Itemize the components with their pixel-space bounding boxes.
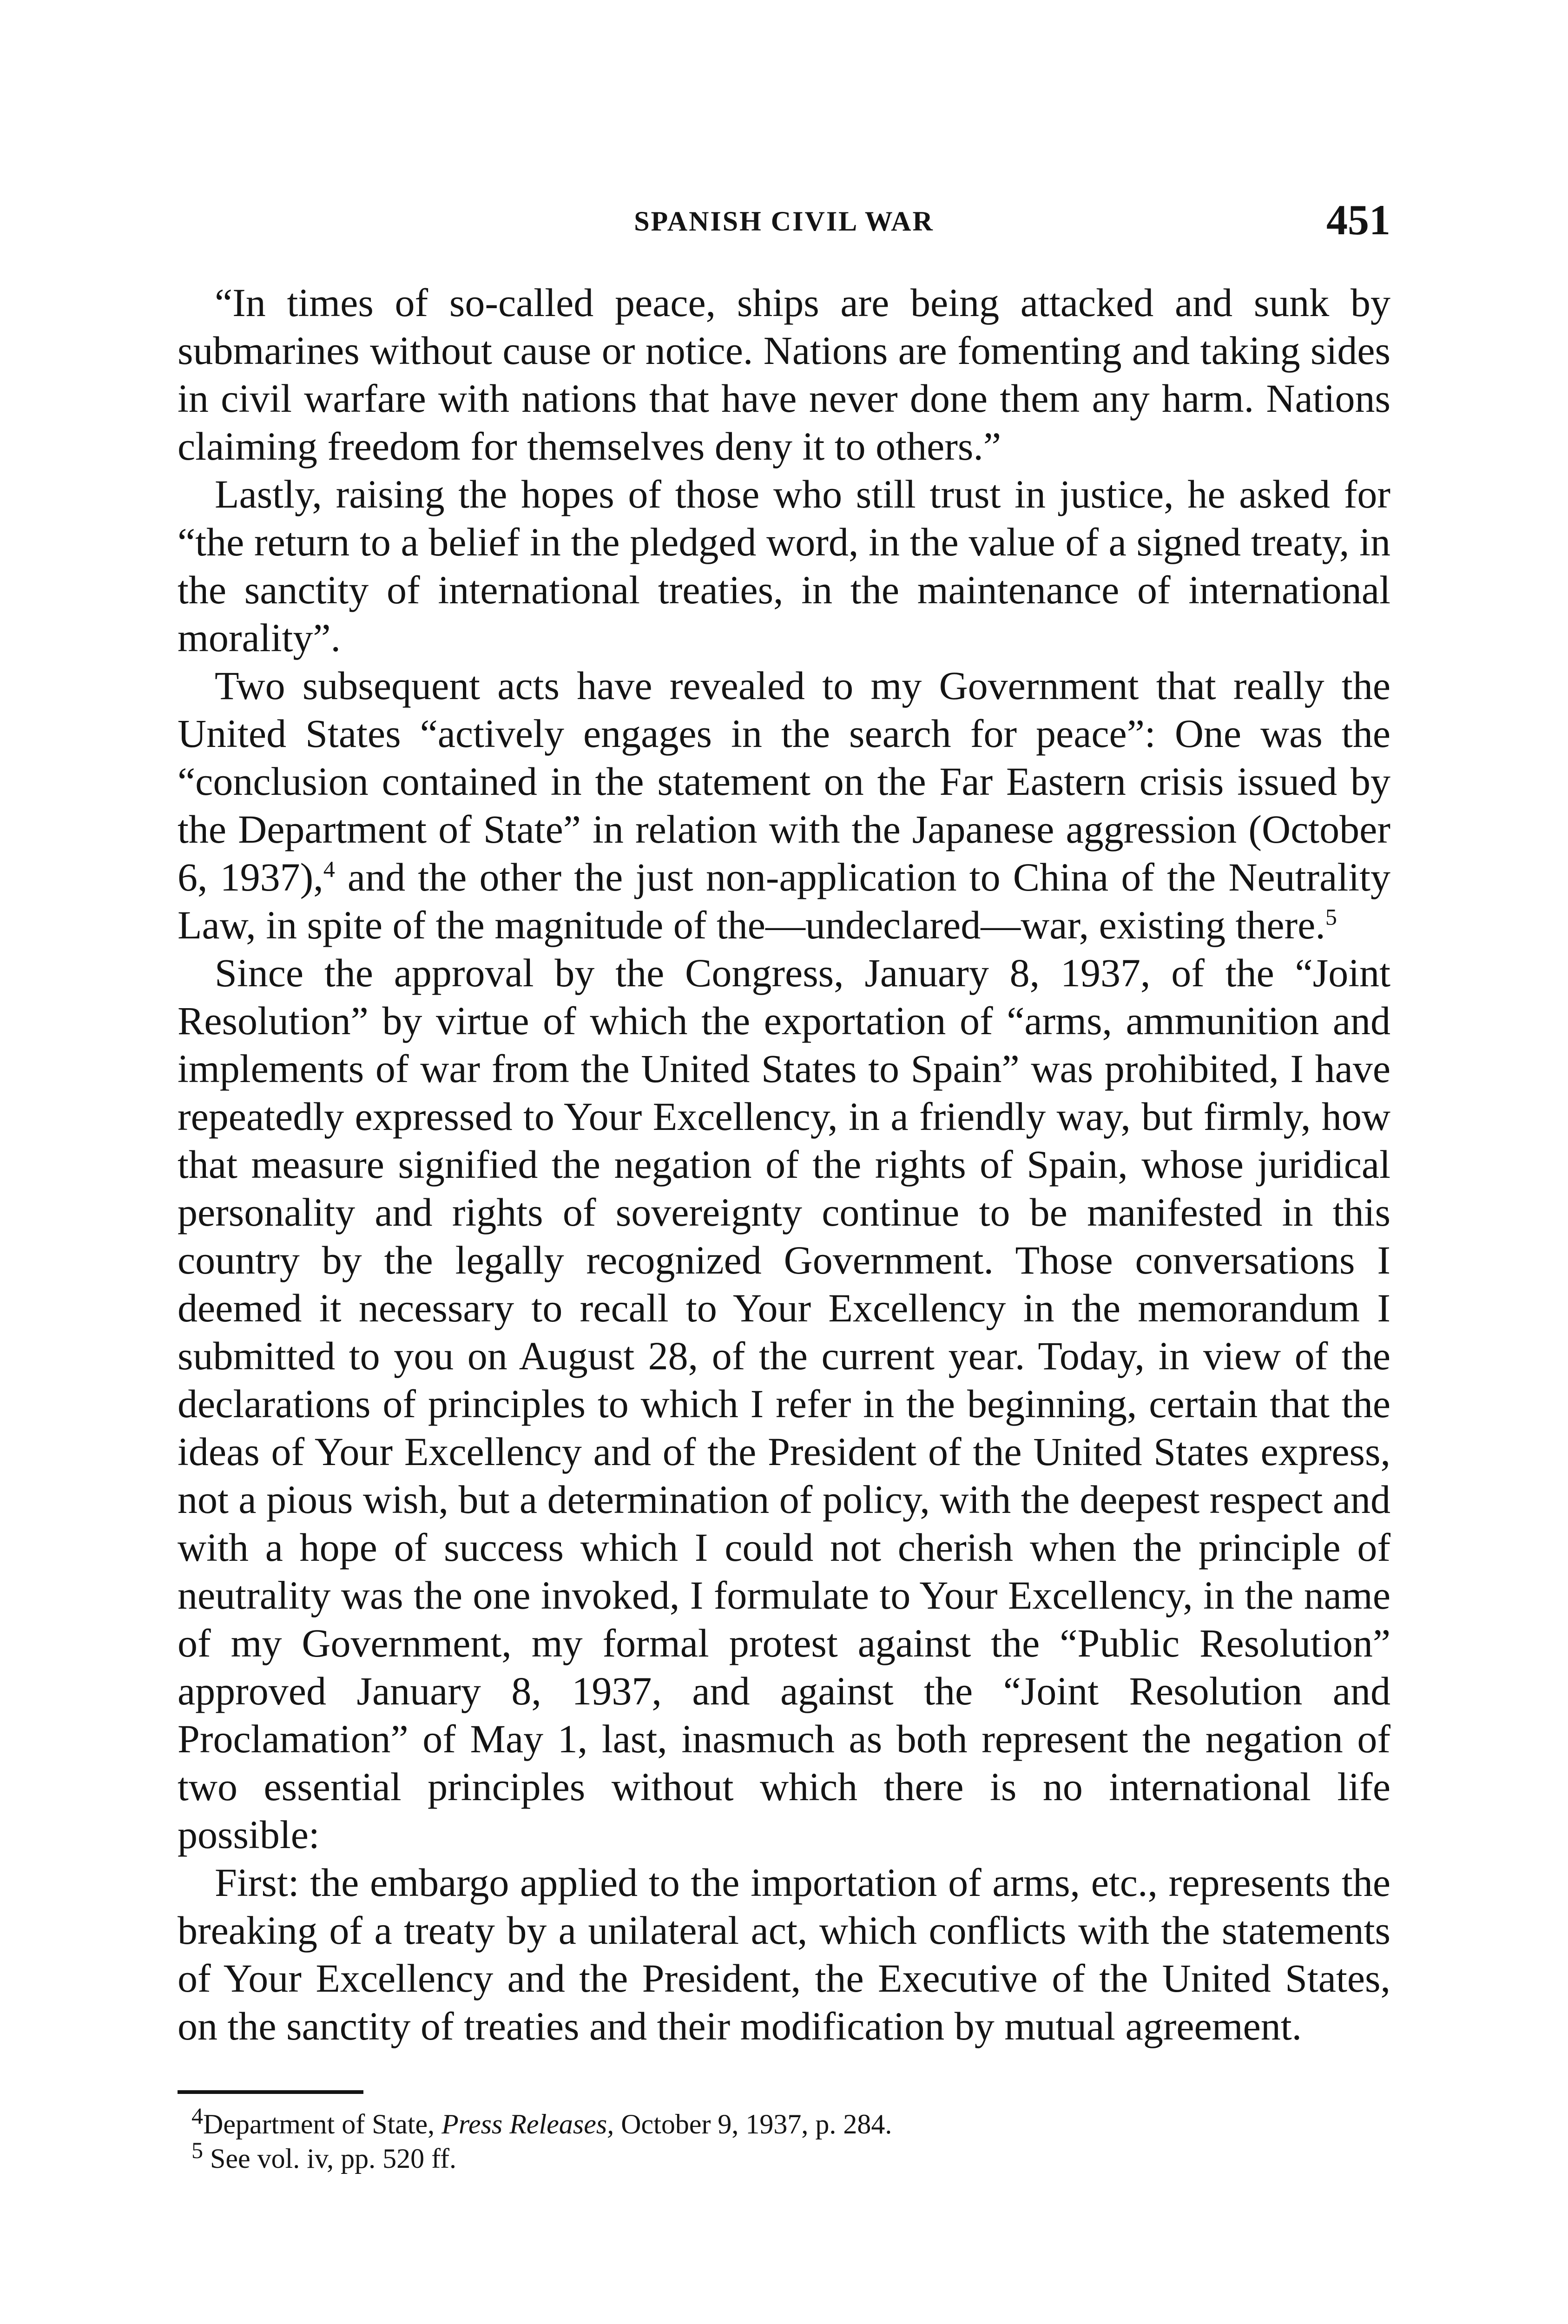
footnote (191, 2103, 1390, 2140)
paragraph: First: the embargo applied to the importation of arms, etc., represents the breaking of a treaty by a unilateral act, which conflicts with the statements of Your Excellency and the President, the Executive of the United States, on the sanctity of treaties and their modification by mutual agreement. (178, 1860, 1390, 2048)
page-number: 451 (1326, 196, 1390, 244)
footnote-reference: 4 (323, 856, 335, 882)
paragraph: Lastly, raising the hopes of those who still trust in justice, he asked for “the return to a belief in the pledged word, in the value of a signed treaty, in the sanctity of international treaties, in the maintenance of international morality”. (178, 472, 1390, 660)
page-header (178, 195, 1390, 251)
paragraph: “In times of so-called peace, ships are being attacked and sunk by submarines without cause or notice. Nations are fomenting and taking sides in civil warfare with nations that have never done them any harm. Nations claiming freedom for themselves deny it to others.” (178, 280, 1390, 469)
footnote-divider (178, 2090, 363, 2094)
footnote-marker: 5 (191, 2137, 203, 2163)
footnotes (178, 2078, 1390, 2175)
footnote-marker: 4 (191, 2103, 203, 2129)
footnote-text: Department of State, (203, 2109, 442, 2139)
paragraph-text: Two subsequent acts have revealed to my Government that really the United States “actively engages in the search for peace”: One was the “conclusion contained in the statement on the Far Eastern crisis issued by the Department of State” in relation with the Japanese aggression (October 6, 1937), (178, 663, 1390, 899)
paragraph (178, 662, 1390, 949)
document-page (178, 195, 1390, 2177)
paragraph: Since the approval by the Congress, January 8, 1937, of the “Joint Resolution” by virtue of which the exportation of “arms, ammunition and implements of war from the United States to Spain” was prohibited, I have repeatedly expressed to Your Excellency, in a friendly way, but firmly, how that measure signified the negation of the rights of Spain, whose juridical personality and rights of sovereignty continue to be manifested in this country by the legally recognized Government. Those conversations I deemed it necessary to recall to Your Excellency in the memorandum I submitted to you on August 28, of the current year. Today, in view of the declarations of principles to which I refer in the beginning, certain that the ideas of Your Excellency and of the President of the United States express, not a pious wish, but a determination of policy, with the deepest respect and with a hope of success which I could not cherish when the principle of neutrality was the one invoked, I formulate to Your Excellency, in the name of my Government, my formal protest against the “Public Resolution” approved January 8, 1937, and against the “Joint Resolution and Proclamation” of May 1, last, inasmuch as both represent the negation of two essential principles without which there is no international life possible: (178, 951, 1390, 1857)
footnote-reference: 5 (1325, 904, 1337, 930)
footnote-publication-title: Press Releases, (441, 2109, 614, 2139)
body-text (178, 279, 1390, 2050)
paragraph-text: and the other the just non-application to China of the Neutrality Law, in spite of the magnitude of the—undeclared—war, existing there. (178, 855, 1390, 947)
footnote-text: October 9, 1937, p. 284. (614, 2109, 892, 2139)
footnote-text: See vol. iv, pp. 520 ff. (210, 2143, 456, 2174)
running-head: SPANISH CIVIL WAR (634, 206, 934, 237)
footnote (191, 2137, 1390, 2175)
